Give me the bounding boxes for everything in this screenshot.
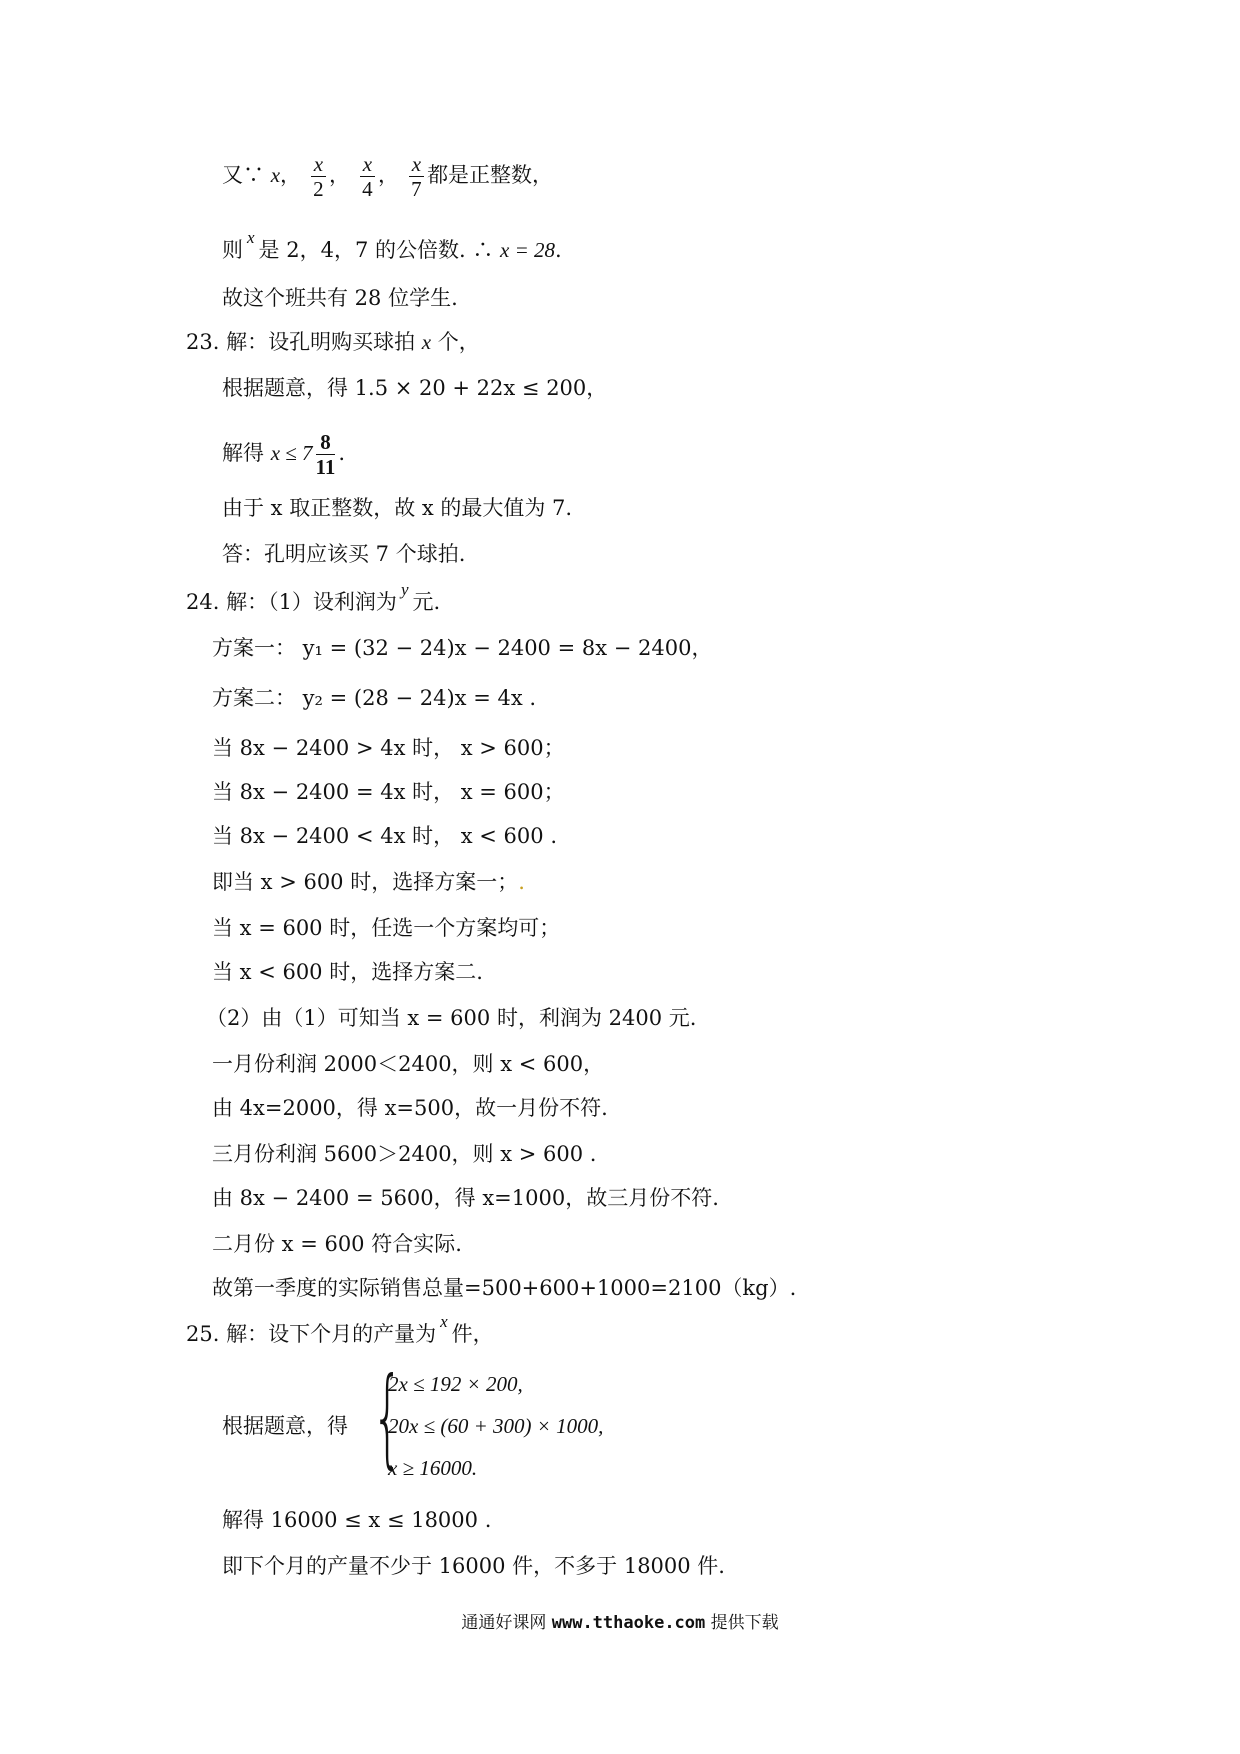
q24-choice-two: 当 x < 600 时，选择方案二. xyxy=(212,960,483,984)
stray-mark: . xyxy=(518,870,525,894)
text: 又∵ xyxy=(222,163,264,187)
text: 解得 xyxy=(222,441,271,465)
q23-solution xyxy=(222,430,345,479)
math-x: x xyxy=(440,1312,448,1331)
footer-note: 提供下载 xyxy=(710,1613,779,1633)
text: ， xyxy=(329,163,351,187)
text: 25. 解：设下个月的产量为 xyxy=(186,1322,437,1346)
q24-case-less: 当 8x − 2400 < 4x 时， x < 600 . xyxy=(212,824,557,848)
denominator: 4 xyxy=(362,177,373,201)
page-footer xyxy=(0,1608,1240,1633)
q24-choice-either: 当 x = 600 时，任选一个方案均可； xyxy=(212,916,561,940)
q24-choice-one xyxy=(212,868,525,896)
text: 件， xyxy=(451,1322,494,1346)
system-brace: { xyxy=(372,1355,403,1480)
q25-result: 解得 16000 ≤ x ≤ 18000 . xyxy=(222,1508,492,1532)
math-x: x xyxy=(421,330,432,354)
numerator: x xyxy=(311,152,326,177)
text: 则 xyxy=(222,238,243,262)
q24-plan-one: 方案一： y₁ = (32 − 24)x − 2400 = 8x − 2400， xyxy=(212,636,713,660)
fraction-8-11 xyxy=(316,430,336,479)
text: . xyxy=(338,441,346,465)
math-y: y xyxy=(400,580,409,599)
text: 即当 x > 600 时，选择方案一； xyxy=(212,870,519,894)
denominator: 2 xyxy=(313,177,324,201)
q25-system-eq2: 20x ≤ (60 + 300) × 1000, xyxy=(388,1414,604,1438)
q24-plan-two: 方案二： y₂ = (28 − 24)x = 4x . xyxy=(212,686,537,710)
text: 24. 解：（1）设利润为 xyxy=(186,590,397,614)
q25-system-eq3: x ≥ 16000. xyxy=(388,1456,478,1480)
footer-site-name: 通通好课网 xyxy=(461,1613,547,1633)
fraction-x-4 xyxy=(360,152,375,201)
text: . xyxy=(555,238,562,262)
text: 是 2，4，7 的公倍数. ∴ xyxy=(258,238,501,262)
q24-mar: 三月份利润 5600＞2400，则 x > 600 . xyxy=(212,1142,597,1166)
q24-feb: 二月份 x = 600 符合实际. xyxy=(212,1232,462,1256)
q25-conclusion: 即下个月的产量不少于 16000 件，不多于 18000 件. xyxy=(222,1554,725,1578)
text: 个， xyxy=(431,330,480,354)
denominator: 11 xyxy=(315,455,336,479)
q23-heading xyxy=(186,328,480,356)
line-common-multiple-intro xyxy=(222,152,553,201)
text: 23. 解：设孔明购买球拍 xyxy=(186,330,422,354)
denominator: 7 xyxy=(411,177,422,201)
text: ， xyxy=(378,163,400,187)
numerator: x xyxy=(409,152,424,177)
text: 元. xyxy=(412,590,441,614)
numerator: x xyxy=(360,152,375,177)
q25-heading xyxy=(186,1312,494,1350)
q23-answer: 答：孔明应该买 7 个球拍. xyxy=(222,542,466,566)
line-lcm xyxy=(222,228,562,266)
math-x: x xyxy=(270,163,281,187)
q23-inequality: 根据题意，得 1.5 × 20 + 22x ≤ 200， xyxy=(222,376,608,400)
q24-mar-calc: 由 8x − 2400 = 5600，得 x=1000，故三月份不符. xyxy=(212,1186,719,1210)
math-inequality: x ≤ 7 xyxy=(270,441,313,465)
footer-url[interactable]: www.tthaoke.com xyxy=(551,1613,706,1633)
fraction-x-2 xyxy=(311,152,326,201)
text: 都是正整数， xyxy=(427,163,554,187)
q24-jan: 一月份利润 2000＜2400，则 x < 600， xyxy=(212,1052,605,1076)
numerator: 8 xyxy=(316,430,336,455)
q24-total: 故第一季度的实际销售总量=500+600+1000=2100（kg）. xyxy=(212,1276,797,1300)
fraction-x-7 xyxy=(409,152,424,201)
q25-system-eq1: 2x ≤ 192 × 200, xyxy=(388,1372,523,1396)
q25-lead: 根据题意，得 xyxy=(222,1414,348,1438)
text: ， xyxy=(280,163,302,187)
q24-case-equal: 当 8x − 2400 = 4x 时， x = 600； xyxy=(212,780,565,804)
q24-heading xyxy=(186,580,441,618)
q23-max-value: 由于 x 取正整数，故 x 的最大值为 7. xyxy=(222,496,573,520)
math-equation: x = 28 xyxy=(500,238,556,262)
q24-jan-calc: 由 4x=2000，得 x=500，故一月份不符. xyxy=(212,1096,608,1120)
line-class-size: 故这个班共有 28 位学生. xyxy=(222,286,458,310)
q24-part2-intro: （2）由（1）可知当 x = 600 时，利润为 2400 元. xyxy=(206,1006,697,1030)
q24-case-greater: 当 8x − 2400 > 4x 时， x > 600； xyxy=(212,736,565,760)
math-x: x xyxy=(247,228,255,247)
